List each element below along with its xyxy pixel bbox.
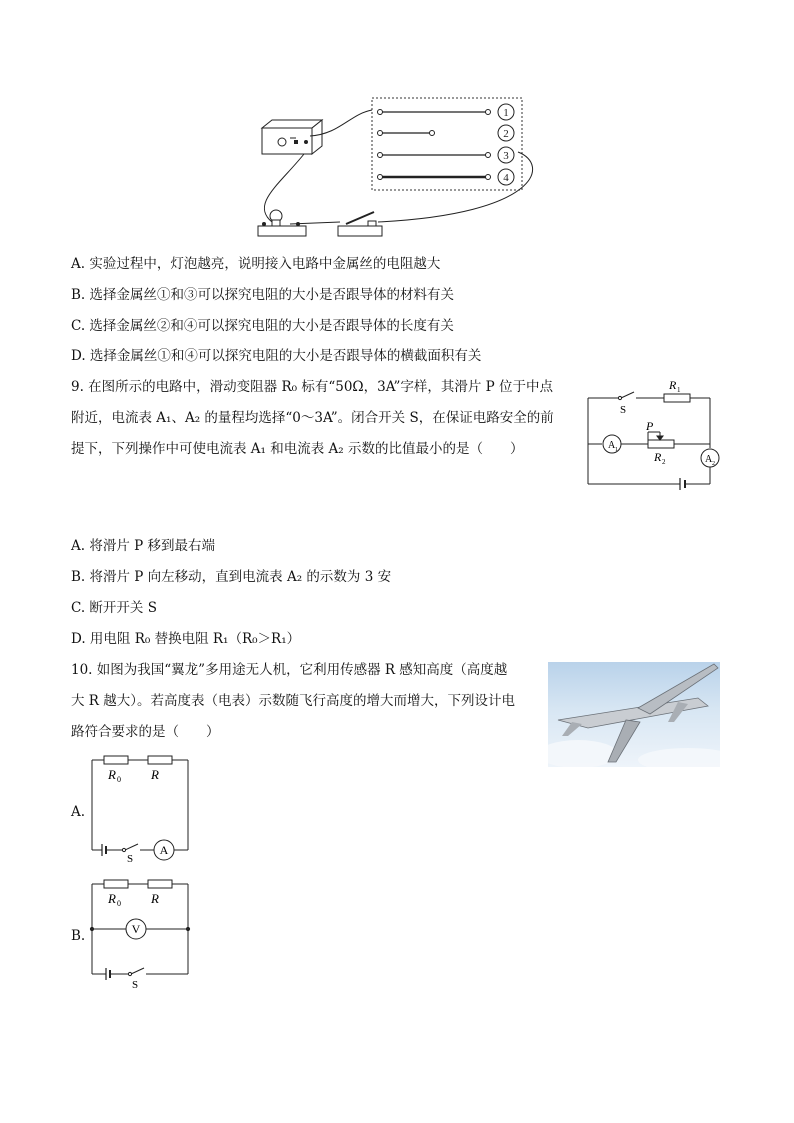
q8-option-b[interactable]: B. 选择金属丝①和③可以探究电阻的大小是否跟导体的材料有关 [71,287,455,303]
svg-text:1: 1 [503,107,509,119]
q9-option-a[interactable]: A. 将滑片 P 移到最右端 [71,538,215,554]
q9-a2-label: A [705,454,713,465]
q10a-switch-label: S [127,853,134,864]
q10a-r0-label: R [108,767,116,782]
q10b-r-label: R [151,891,159,906]
q9-option-b[interactable]: B. 将滑片 P 向左移动，直到电流表 A₂ 的示数为 3 安 [71,569,392,585]
q10-stem-line-2: 大 R 越大）。若高度表（电表）示数随飞行高度的增大而增大，下列设计电 [71,693,515,709]
voltmeter-icon: V [131,922,141,936]
q9-stem-line-2: 附近，电流表 A₁、A₂ 的量程均选择“0～3A”。闭合开关 S，在保证电路安全的前 [71,410,554,426]
q9-option-d[interactable]: D. 用电阻 R₀ 替换电阻 R₁（R₀＞R₁） [71,631,301,647]
svg-text:0: 0 [117,775,121,784]
q10b-switch-label: S [132,979,139,990]
svg-text:2: 2 [662,458,666,466]
q8-option-c[interactable]: C. 选择金属丝②和④可以探究电阻的大小是否跟导体的长度有关 [71,318,454,334]
q9-stem-line-1: 9. 在图所示的电路中，滑动变阻器 R₀ 标有“50Ω，3A”字样，其滑片 P 位于中点 [71,379,554,395]
q9-a1-label: A [608,440,616,451]
drone-photo [548,662,720,767]
q10-option-b-label[interactable]: B. [71,928,86,944]
q8-option-a[interactable]: A. 实验过程中，灯泡越亮，说明接入电路中金属丝的电阻越大 [71,256,441,272]
q8-option-d[interactable]: D. 选择金属丝①和④可以探究电阻的大小是否跟导体的横截面积有关 [71,348,482,364]
q9-switch-label: S [620,404,627,416]
q9-circuit-figure [582,374,722,494]
svg-text:1: 1 [615,447,618,453]
ammeter-icon: A [159,843,169,857]
switch-icon [338,212,382,236]
q8-experiment-figure [250,94,550,244]
q9-r2-label: R [654,450,662,464]
svg-text:2: 2 [712,461,715,467]
q10-stem-line-3: 路符合要求的是（ ） [71,724,220,740]
q10a-r-label: R [151,767,159,782]
q10-stem-line-1: 10. 如图为我国“翼龙”多用途无人机，它利用传感器 R 感知高度（高度越 [71,662,508,678]
q9-r1-label: R [669,378,677,392]
q9-stem-line-3: 提下，下列操作中可使电流表 A₁ 和电流表 A₂ 示数的比值最小的是（ ） [71,441,524,457]
q10-option-b-circuit[interactable] [88,878,198,990]
svg-text:0: 0 [117,899,121,908]
q9-p-label: P [646,419,654,433]
q9-option-c[interactable]: C. 断开开关 S [71,600,157,616]
svg-text:4: 4 [503,172,509,184]
metal-wires [378,110,491,180]
power-supply [262,120,322,154]
svg-text:1: 1 [677,386,681,394]
q10-option-a-circuit[interactable] [88,754,198,864]
q10-option-a-label[interactable]: A. [71,804,86,820]
svg-text:2: 2 [503,128,509,140]
svg-text:3: 3 [503,150,509,162]
q10b-r0-label: R [108,891,116,906]
